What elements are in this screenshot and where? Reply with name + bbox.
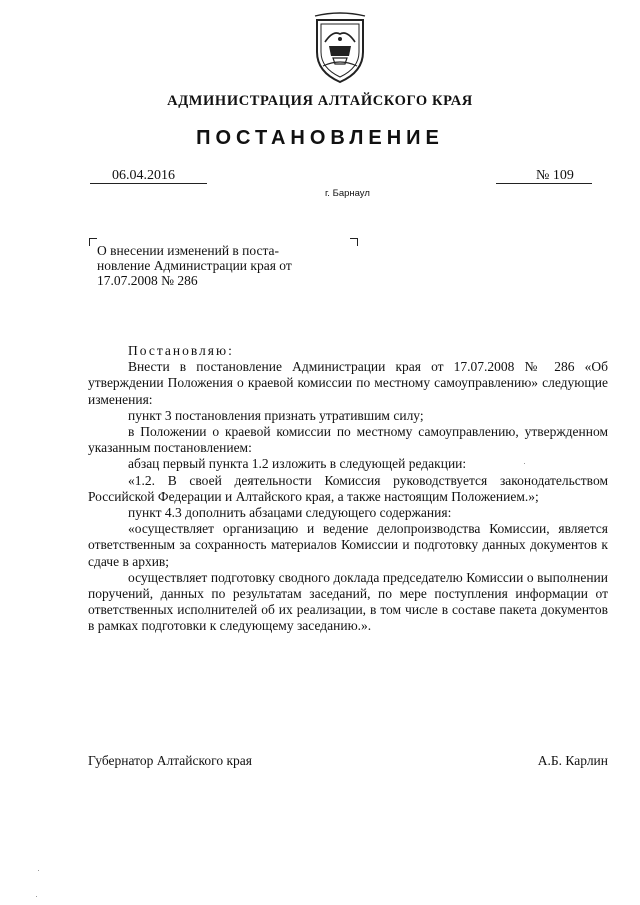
body-paragraph <box>88 343 608 359</box>
document-subject <box>97 243 353 288</box>
body-paragraph: осуществляет подготовку сводного доклада председателю Комиссии о выполнении поручений, данных по результатам заседаний, по мере поступления информации от ответственных исполнителей об их реализации, в том числе в составе пакета документов в рамках подготовки к следующему заседанию.». <box>88 569 608 634</box>
scan-speck <box>38 870 39 871</box>
subject-line: О внесении изменений в поста- <box>97 243 280 258</box>
scan-speck <box>36 896 37 897</box>
subject-corner-left <box>89 238 97 246</box>
document-type-title: ПОСТАНОВЛЕНИЕ <box>196 127 444 149</box>
document-number: № 109 <box>536 168 574 183</box>
scan-speck <box>524 463 525 464</box>
subject-line: 17.07.2008 № 286 <box>97 273 198 288</box>
document-date: 06.04.2016 <box>112 168 175 183</box>
subject-line: новление Администрации края от <box>97 258 292 273</box>
signer-title: Губернатор Алтайского края <box>88 753 252 768</box>
body-paragraph: Внести в постановление Администрации края от 17.07.2008 № 286 «Об утверждении Положения о краевой комиссии по местному самоуправлению» следующие изменения: <box>88 359 608 407</box>
body-paragraph: «1.2. В своей деятельности Комиссия руководствуется законодательством Российской Федерации и Алтайского края, а также настоящим Положением.»; <box>88 472 608 504</box>
body-paragraph: в Положении о краевой комиссии по местному самоуправлению, утвержденном указанным постановлением: <box>88 424 608 456</box>
coat-of-arms-icon <box>311 12 369 84</box>
document-body <box>88 343 608 635</box>
body-paragraph: абзац первый пункта 1.2 изложить в следующей редакции: <box>128 456 467 472</box>
resolution-lead: Постановляю: <box>128 343 234 358</box>
body-paragraph: «осуществляет организацию и ведение делопроизводства Комиссии, является ответственным за сохранность материалов Комиссии и подготовку данных документов к сдаче в архив; <box>88 521 608 569</box>
organization-name: АДМИНИСТРАЦИЯ АЛТАЙСКОГО КРАЯ <box>167 93 473 109</box>
issue-city: г. Барнаул <box>325 188 370 199</box>
signer-name: А.Б. Карлин <box>537 753 608 768</box>
number-underline <box>496 183 592 184</box>
body-paragraph: пункт 3 постановления признать утратившим силу; <box>128 407 424 423</box>
date-underline <box>90 183 207 184</box>
body-paragraph: пункт 4.3 дополнить абзацами следующего содержания: <box>128 505 452 521</box>
